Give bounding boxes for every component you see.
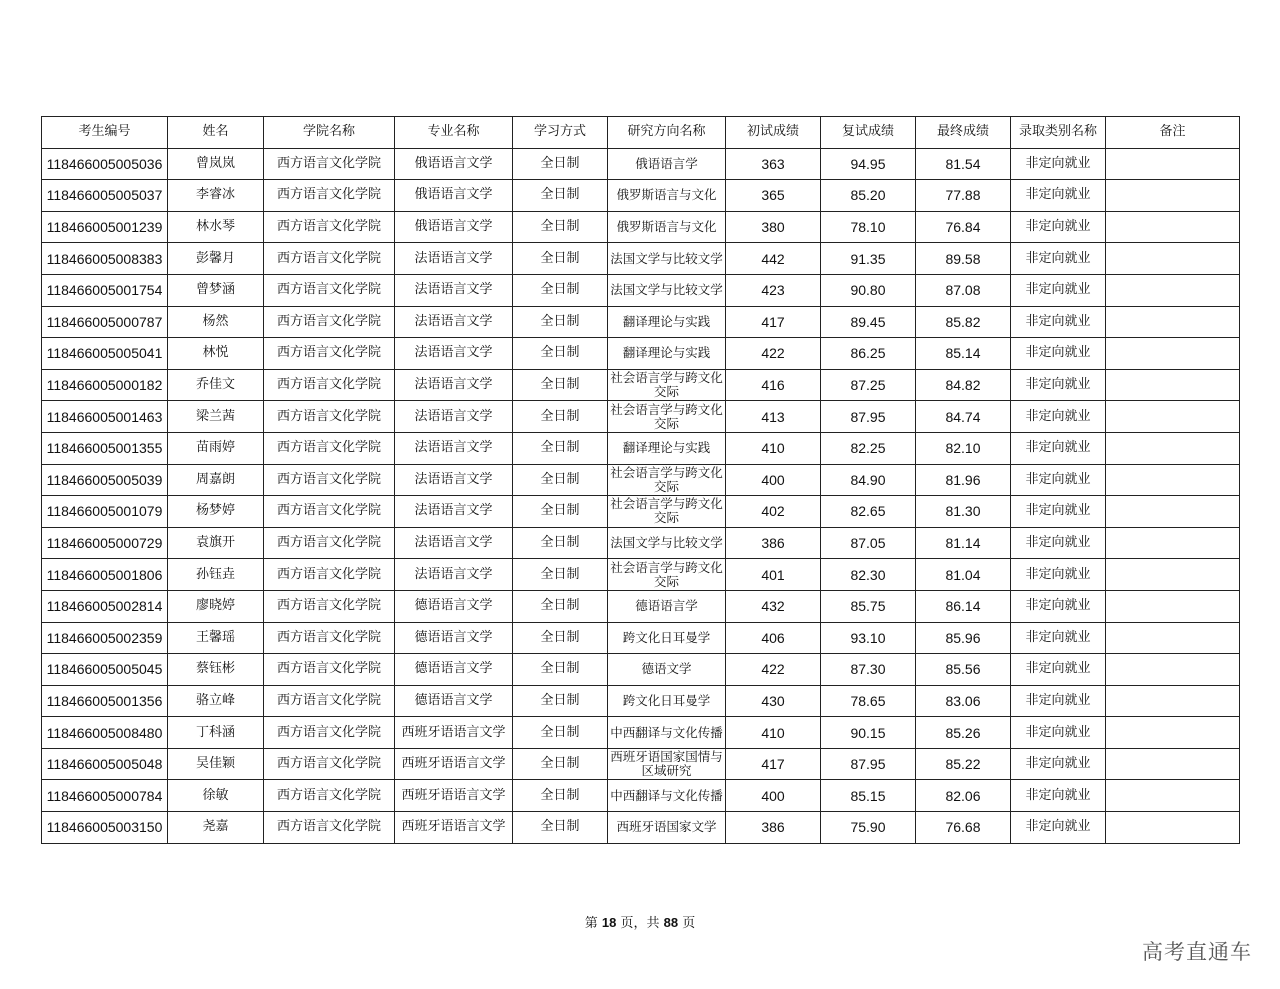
table-row: [42, 432, 1240, 464]
table-cell: 全日制: [513, 432, 608, 464]
table-cell: 俄罗斯语言与文化: [608, 180, 726, 212]
table-body: [42, 148, 1240, 843]
table-row: [42, 717, 1240, 749]
table-cell: 118466005002359: [42, 622, 168, 654]
table-cell: 西方语言文化学院: [264, 180, 395, 212]
table-cell: 87.95: [821, 748, 916, 780]
table-cell: 非定向就业: [1011, 527, 1106, 559]
table-cell: 118466005005036: [42, 148, 168, 180]
table-cell: [1106, 180, 1240, 212]
table-cell: 蔡钰彬: [168, 654, 264, 686]
table-cell: 法语语言文学: [395, 338, 513, 370]
table-cell: 法国文学与比较文学: [608, 274, 726, 306]
table-cell: 西方语言文化学院: [264, 496, 395, 528]
table-cell: 84.90: [821, 464, 916, 496]
current-page-number: 18: [601, 915, 617, 930]
table-cell: 85.82: [916, 306, 1011, 338]
table-cell: 非定向就业: [1011, 180, 1106, 212]
table-cell: [1106, 243, 1240, 275]
table-cell: 西班牙语语言文学: [395, 812, 513, 844]
table-cell: 王馨瑶: [168, 622, 264, 654]
table-cell: 81.14: [916, 527, 1011, 559]
table-cell: 孙钰垚: [168, 559, 264, 591]
table-cell: 西方语言文化学院: [264, 274, 395, 306]
table-cell: 全日制: [513, 559, 608, 591]
table-cell: [1106, 622, 1240, 654]
table-cell: 非定向就业: [1011, 780, 1106, 812]
table-cell: 85.14: [916, 338, 1011, 370]
table-cell: 德语语言文学: [395, 590, 513, 622]
table-cell: 118466005005041: [42, 338, 168, 370]
table-cell: 全日制: [513, 654, 608, 686]
table-row: [42, 622, 1240, 654]
table-cell: 法语语言文学: [395, 432, 513, 464]
table-cell: 西方语言文化学院: [264, 401, 395, 433]
table-cell: 西方语言文化学院: [264, 369, 395, 401]
table-cell: 西方语言文化学院: [264, 243, 395, 275]
table-row: [42, 748, 1240, 780]
table-cell: 75.90: [821, 812, 916, 844]
table-cell: 118466005002814: [42, 590, 168, 622]
table-cell: 118466005005048: [42, 748, 168, 780]
table-cell: 非定向就业: [1011, 654, 1106, 686]
table-cell: [1106, 464, 1240, 496]
table-cell: 法语语言文学: [395, 496, 513, 528]
table-cell: [1106, 496, 1240, 528]
total-pages-number: 88: [663, 915, 679, 930]
table-cell: 吴佳颖: [168, 748, 264, 780]
column-header: 学习方式: [513, 117, 608, 149]
table-cell: 全日制: [513, 306, 608, 338]
table-cell: 曾梦涵: [168, 274, 264, 306]
table-cell: 社会语言学与跨文化交际: [608, 464, 726, 496]
table-cell: 翻译理论与实践: [608, 306, 726, 338]
table-cell: 87.05: [821, 527, 916, 559]
table-cell: 84.82: [916, 369, 1011, 401]
table-cell: 廖晓婷: [168, 590, 264, 622]
table-cell: 袁旗开: [168, 527, 264, 559]
table-cell: [1106, 812, 1240, 844]
table-cell: 西方语言文化学院: [264, 148, 395, 180]
table-cell: 全日制: [513, 338, 608, 370]
table-cell: 西方语言文化学院: [264, 211, 395, 243]
table-cell: 400: [726, 780, 821, 812]
table-cell: 非定向就业: [1011, 496, 1106, 528]
table-cell: 全日制: [513, 590, 608, 622]
table-row: [42, 590, 1240, 622]
table-cell: 俄语语言文学: [395, 148, 513, 180]
table-cell: 西方语言文化学院: [264, 559, 395, 591]
table-cell: 西方语言文化学院: [264, 338, 395, 370]
table-cell: 118466005001463: [42, 401, 168, 433]
table-cell: 118466005000787: [42, 306, 168, 338]
table-cell: 402: [726, 496, 821, 528]
table-cell: 徐敏: [168, 780, 264, 812]
table-cell: 非定向就业: [1011, 590, 1106, 622]
table-cell: 386: [726, 812, 821, 844]
table-cell: 非定向就业: [1011, 306, 1106, 338]
table-cell: 85.26: [916, 717, 1011, 749]
table-cell: 社会语言学与跨文化交际: [608, 496, 726, 528]
table-cell: 423: [726, 274, 821, 306]
table-cell: 非定向就业: [1011, 685, 1106, 717]
table-cell: 78.65: [821, 685, 916, 717]
table-cell: 76.68: [916, 812, 1011, 844]
column-header: 研究方向名称: [608, 117, 726, 149]
table-row: [42, 274, 1240, 306]
table-cell: 法国文学与比较文学: [608, 527, 726, 559]
table-cell: 西方语言文化学院: [264, 812, 395, 844]
column-header: 学院名称: [264, 117, 395, 149]
table-cell: 410: [726, 717, 821, 749]
table-cell: 德语语言文学: [395, 654, 513, 686]
table-cell: 法语语言文学: [395, 559, 513, 591]
table-cell: 85.75: [821, 590, 916, 622]
table-cell: 非定向就业: [1011, 243, 1106, 275]
table-cell: 410: [726, 432, 821, 464]
table-cell: 社会语言学与跨文化交际: [608, 559, 726, 591]
table-cell: 非定向就业: [1011, 717, 1106, 749]
table-cell: 苗雨婷: [168, 432, 264, 464]
table-cell: 380: [726, 211, 821, 243]
table-cell: 西方语言文化学院: [264, 622, 395, 654]
table-row: [42, 338, 1240, 370]
table-cell: 85.56: [916, 654, 1011, 686]
table-cell: 翻译理论与实践: [608, 432, 726, 464]
table-cell: [1106, 369, 1240, 401]
table-cell: 118466005000784: [42, 780, 168, 812]
table-cell: 85.15: [821, 780, 916, 812]
table-cell: [1106, 274, 1240, 306]
table-cell: [1106, 590, 1240, 622]
table-cell: 118466005005039: [42, 464, 168, 496]
table-cell: 法语语言文学: [395, 306, 513, 338]
table-cell: [1106, 306, 1240, 338]
table-cell: 86.25: [821, 338, 916, 370]
table-cell: 法语语言文学: [395, 464, 513, 496]
table-cell: 非定向就业: [1011, 432, 1106, 464]
table-cell: 非定向就业: [1011, 622, 1106, 654]
table-cell: 李睿冰: [168, 180, 264, 212]
table-cell: [1106, 748, 1240, 780]
table-cell: 俄罗斯语言与文化: [608, 211, 726, 243]
table-cell: 西班牙语语言文学: [395, 748, 513, 780]
table-cell: 丁科涵: [168, 717, 264, 749]
table-cell: 非定向就业: [1011, 369, 1106, 401]
table-cell: 93.10: [821, 622, 916, 654]
table-cell: 90.15: [821, 717, 916, 749]
table-cell: 非定向就业: [1011, 274, 1106, 306]
table-cell: 中西翻译与文化传播: [608, 717, 726, 749]
table-cell: 西方语言文化学院: [264, 432, 395, 464]
page-footer: [0, 912, 1280, 931]
table-cell: 422: [726, 654, 821, 686]
table-cell: 法语语言文学: [395, 243, 513, 275]
table-cell: 俄语语言学: [608, 148, 726, 180]
table-cell: 118466005008480: [42, 717, 168, 749]
table-cell: 363: [726, 148, 821, 180]
table-cell: 周嘉朗: [168, 464, 264, 496]
table-cell: 83.06: [916, 685, 1011, 717]
column-header: 专业名称: [395, 117, 513, 149]
table-row: [42, 401, 1240, 433]
table-cell: 西方语言文化学院: [264, 717, 395, 749]
table-cell: 118466005005045: [42, 654, 168, 686]
table-cell: 118466005008383: [42, 243, 168, 275]
column-header: 最终成绩: [916, 117, 1011, 149]
table-cell: [1106, 432, 1240, 464]
table-cell: 法语语言文学: [395, 401, 513, 433]
table-cell: 法语语言文学: [395, 527, 513, 559]
watermark-text: 高考直通车: [1142, 940, 1252, 964]
table-cell: 85.22: [916, 748, 1011, 780]
footer-suffix: 页: [682, 916, 696, 931]
table-cell: 乔佳文: [168, 369, 264, 401]
table-cell: 杨然: [168, 306, 264, 338]
table-cell: 林水琴: [168, 211, 264, 243]
table-cell: 87.30: [821, 654, 916, 686]
table-cell: 82.06: [916, 780, 1011, 812]
table-cell: 76.84: [916, 211, 1011, 243]
table-cell: 德语语言文学: [395, 685, 513, 717]
table-cell: 彭馨月: [168, 243, 264, 275]
table-cell: 德语语言文学: [395, 622, 513, 654]
table-row: [42, 496, 1240, 528]
table-cell: 118466005001079: [42, 496, 168, 528]
table-cell: 77.88: [916, 180, 1011, 212]
table-cell: 西方语言文化学院: [264, 464, 395, 496]
table-cell: 翻译理论与实践: [608, 338, 726, 370]
table-cell: 杨梦婷: [168, 496, 264, 528]
table-cell: 118466005001754: [42, 274, 168, 306]
table-cell: 81.96: [916, 464, 1011, 496]
table-cell: 非定向就业: [1011, 464, 1106, 496]
table-cell: 非定向就业: [1011, 148, 1106, 180]
table-cell: 西班牙语国家文学: [608, 812, 726, 844]
table-cell: 87.08: [916, 274, 1011, 306]
table-cell: 89.45: [821, 306, 916, 338]
table-cell: 91.35: [821, 243, 916, 275]
table-cell: 法国文学与比较文学: [608, 243, 726, 275]
table-row: [42, 812, 1240, 844]
table-cell: 430: [726, 685, 821, 717]
table-cell: [1106, 527, 1240, 559]
table-cell: 118466005001239: [42, 211, 168, 243]
table-cell: 跨文化日耳曼学: [608, 685, 726, 717]
table-cell: 全日制: [513, 401, 608, 433]
table-cell: 82.65: [821, 496, 916, 528]
table-cell: 非定向就业: [1011, 748, 1106, 780]
table-cell: 非定向就业: [1011, 812, 1106, 844]
table-cell: [1106, 148, 1240, 180]
table-cell: 442: [726, 243, 821, 275]
table-cell: 曾岚岚: [168, 148, 264, 180]
table-row: [42, 780, 1240, 812]
column-header: 复试成绩: [821, 117, 916, 149]
table-cell: 社会语言学与跨文化交际: [608, 369, 726, 401]
table-cell: 西方语言文化学院: [264, 780, 395, 812]
table-cell: 82.10: [916, 432, 1011, 464]
table-cell: 法语语言文学: [395, 369, 513, 401]
table-cell: [1106, 559, 1240, 591]
table-cell: 西方语言文化学院: [264, 590, 395, 622]
table-cell: 417: [726, 748, 821, 780]
table-cell: 全日制: [513, 748, 608, 780]
table-cell: 全日制: [513, 180, 608, 212]
table-cell: 81.30: [916, 496, 1011, 528]
table-cell: [1106, 717, 1240, 749]
table-cell: 118466005000182: [42, 369, 168, 401]
table-cell: 全日制: [513, 496, 608, 528]
table-cell: [1106, 780, 1240, 812]
table-cell: 432: [726, 590, 821, 622]
table-cell: 401: [726, 559, 821, 591]
table-cell: 全日制: [513, 274, 608, 306]
table-cell: 85.20: [821, 180, 916, 212]
table-cell: 89.58: [916, 243, 1011, 275]
table-cell: 德语语言学: [608, 590, 726, 622]
table-cell: 81.04: [916, 559, 1011, 591]
table-cell: 82.30: [821, 559, 916, 591]
table-cell: 骆立峰: [168, 685, 264, 717]
table-cell: 全日制: [513, 243, 608, 275]
table-cell: 西班牙语国家国情与区域研究: [608, 748, 726, 780]
table-cell: 非定向就业: [1011, 559, 1106, 591]
column-header: 初试成绩: [726, 117, 821, 149]
table-cell: 俄语语言文学: [395, 180, 513, 212]
table-cell: [1106, 654, 1240, 686]
table-row: [42, 148, 1240, 180]
table-cell: 406: [726, 622, 821, 654]
table-cell: 西方语言文化学院: [264, 685, 395, 717]
table-cell: 82.25: [821, 432, 916, 464]
table-row: [42, 243, 1240, 275]
table-cell: 社会语言学与跨文化交际: [608, 401, 726, 433]
table-cell: 422: [726, 338, 821, 370]
table-cell: 西方语言文化学院: [264, 306, 395, 338]
table-cell: 梁兰茜: [168, 401, 264, 433]
table-cell: 118466005001355: [42, 432, 168, 464]
table-cell: 118466005005037: [42, 180, 168, 212]
table-cell: 法语语言文学: [395, 274, 513, 306]
table-cell: 全日制: [513, 717, 608, 749]
column-header: 姓名: [168, 117, 264, 149]
table-cell: [1106, 401, 1240, 433]
table-cell: 416: [726, 369, 821, 401]
column-header: 考生编号: [42, 117, 168, 149]
table-cell: 西方语言文化学院: [264, 654, 395, 686]
table-cell: 417: [726, 306, 821, 338]
table-row: [42, 527, 1240, 559]
table-cell: 全日制: [513, 622, 608, 654]
table-cell: 西方语言文化学院: [264, 527, 395, 559]
table-cell: 全日制: [513, 211, 608, 243]
table-cell: 78.10: [821, 211, 916, 243]
footer-middle: 页，共: [620, 916, 660, 931]
column-header: 备注: [1106, 117, 1240, 149]
table-cell: 尧嘉: [168, 812, 264, 844]
table-cell: [1106, 211, 1240, 243]
table-cell: [1106, 685, 1240, 717]
table-cell: 85.96: [916, 622, 1011, 654]
table-cell: 全日制: [513, 369, 608, 401]
header-row: [42, 117, 1240, 149]
table-cell: 81.54: [916, 148, 1011, 180]
table-cell: 413: [726, 401, 821, 433]
table-cell: 跨文化日耳曼学: [608, 622, 726, 654]
table-row: [42, 306, 1240, 338]
table-cell: 全日制: [513, 527, 608, 559]
table-row: [42, 180, 1240, 212]
table-row: [42, 369, 1240, 401]
table-cell: 非定向就业: [1011, 211, 1106, 243]
table-cell: 87.25: [821, 369, 916, 401]
table-cell: 386: [726, 527, 821, 559]
table-cell: 西班牙语语言文学: [395, 717, 513, 749]
table-cell: 90.80: [821, 274, 916, 306]
footer-prefix: 第: [584, 916, 598, 931]
table-cell: 中西翻译与文化传播: [608, 780, 726, 812]
table-cell: 84.74: [916, 401, 1011, 433]
column-header: 录取类别名称: [1011, 117, 1106, 149]
table-cell: 西方语言文化学院: [264, 748, 395, 780]
table-cell: [1106, 338, 1240, 370]
table-row: [42, 464, 1240, 496]
table-cell: 86.14: [916, 590, 1011, 622]
table-cell: 94.95: [821, 148, 916, 180]
table-cell: 118466005003150: [42, 812, 168, 844]
table-cell: 西班牙语语言文学: [395, 780, 513, 812]
table-cell: 非定向就业: [1011, 338, 1106, 370]
table-cell: 德语文学: [608, 654, 726, 686]
table-cell: 118466005001806: [42, 559, 168, 591]
table-cell: 全日制: [513, 685, 608, 717]
table-row: [42, 685, 1240, 717]
table-cell: 全日制: [513, 780, 608, 812]
table-row: [42, 211, 1240, 243]
table-cell: 118466005001356: [42, 685, 168, 717]
table-cell: 365: [726, 180, 821, 212]
table-cell: 林悦: [168, 338, 264, 370]
table-cell: 非定向就业: [1011, 401, 1106, 433]
table-row: [42, 559, 1240, 591]
admission-table: [41, 116, 1240, 844]
table-cell: 全日制: [513, 812, 608, 844]
table-cell: 87.95: [821, 401, 916, 433]
table-row: [42, 654, 1240, 686]
table-cell: 俄语语言文学: [395, 211, 513, 243]
table-cell: 全日制: [513, 148, 608, 180]
table-cell: 全日制: [513, 464, 608, 496]
table-cell: 400: [726, 464, 821, 496]
table-cell: 118466005000729: [42, 527, 168, 559]
